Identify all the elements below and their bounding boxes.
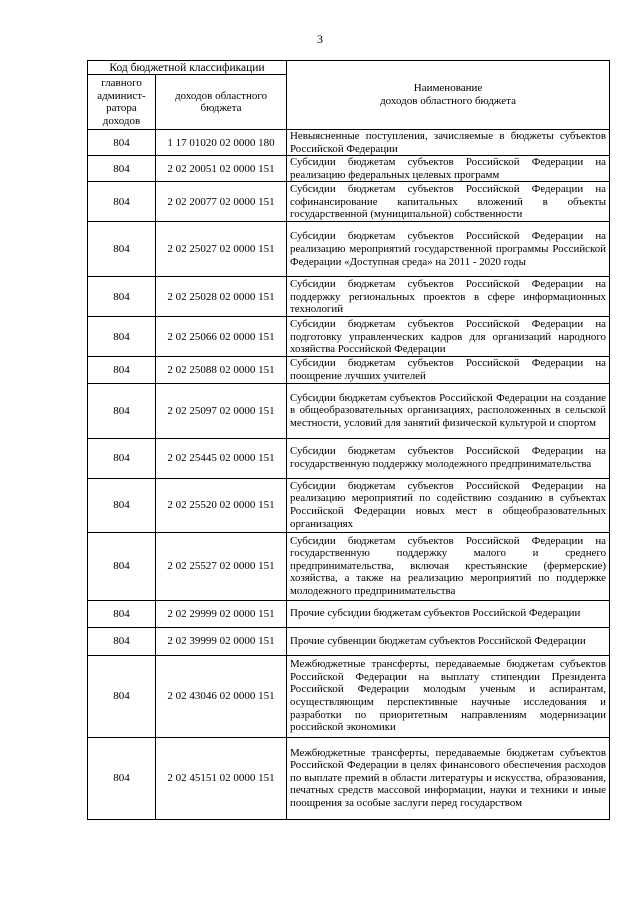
admin-code-cell: 804 — [88, 478, 156, 532]
income-name-cell: Межбюджетные трансферты, передаваемые бюджетам субъектов Российской Федерации на выплату стипендии Президента Российской Федерации молодым ученым и аспирантам, осуществляющим перспективные научные исследования и разработки по приоритетным направлениям модернизации российской экономики — [287, 655, 610, 737]
table-row — [88, 478, 610, 532]
admin-code-cell: 804 — [88, 277, 156, 317]
admin-code-cell: 804 — [88, 357, 156, 383]
income-code-cell: 2 02 25445 02 0000 151 — [156, 438, 287, 478]
income-name-cell: Субсидии бюджетам субъектов Российской Федерации на реализацию федеральных целевых программ — [287, 156, 610, 182]
table-row — [88, 532, 610, 600]
income-code-cell: 2 02 25028 02 0000 151 — [156, 277, 287, 317]
income-name-cell: Субсидии бюджетам субъектов Российской Федерации на поощрение лучших учителей — [287, 357, 610, 383]
income-code-cell: 2 02 25527 02 0000 151 — [156, 532, 287, 600]
income-name-cell: Межбюджетные трансферты, передаваемые бюджетам субъектов Российской Федерации в целях финансового обеспечения расходов по выплате премий в области литературы и искусства, образования, печатных средств массовой информации, науки и техники и иные поощрения за особые заслуги перед государством — [287, 737, 610, 819]
table-row — [88, 383, 610, 438]
name-header-line2: доходов областного бюджета — [380, 95, 516, 107]
admin-code-cell: 804 — [88, 655, 156, 737]
admin-column-header: главного админист-ратора доходов — [88, 75, 156, 130]
table-row — [88, 655, 610, 737]
income-code-cell: 2 02 25066 02 0000 151 — [156, 317, 287, 357]
income-name-cell: Субсидии бюджетам субъектов Российской Федерации на реализацию мероприятий государственной программы Российской Федерации «Доступная среда» на 2011 - 2020 годы — [287, 222, 610, 277]
table-row — [88, 222, 610, 277]
income-code-cell: 2 02 20077 02 0000 151 — [156, 182, 287, 222]
admin-code-cell: 804 — [88, 737, 156, 819]
table-row — [88, 627, 610, 655]
table-row — [88, 130, 610, 156]
income-name-cell: Прочие субсидии бюджетам субъектов Российской Федерации — [287, 600, 610, 627]
income-name-cell: Субсидии бюджетам субъектов Российской Федерации на государственную поддержку молодежного предпринимательства — [287, 438, 610, 478]
admin-code-cell: 804 — [88, 156, 156, 182]
budget-code-group-header: Код бюджетной классификации — [88, 61, 287, 75]
table-row — [88, 737, 610, 819]
name-column-header — [287, 61, 610, 130]
admin-code-cell: 804 — [88, 182, 156, 222]
income-code-cell: 2 02 43046 02 0000 151 — [156, 655, 287, 737]
income-code-cell: 2 02 25520 02 0000 151 — [156, 478, 287, 532]
income-code-cell: 2 02 25027 02 0000 151 — [156, 222, 287, 277]
income-name-cell: Субсидии бюджетам субъектов Российской Федерации на государственную поддержку малого и среднего предпринимательства, включая крестьянские (фермерские) хозяйства, а также на реализацию мероприятий по поддержке молодежного предпринимательства — [287, 532, 610, 600]
admin-code-cell: 804 — [88, 317, 156, 357]
income-name-cell: Прочие субвенции бюджетам субъектов Российской Федерации — [287, 627, 610, 655]
income-name-cell: Субсидии бюджетам субъектов Российской Федерации на реализацию мероприятий по содействию созданию в субъектах Российской Федерации новых мест в общеобразовательных организациях — [287, 478, 610, 532]
income-code-cell: 2 02 45151 02 0000 151 — [156, 737, 287, 819]
admin-code-cell: 804 — [88, 222, 156, 277]
income-code-cell: 2 02 25088 02 0000 151 — [156, 357, 287, 383]
income-name-cell: Субсидии бюджетам субъектов Российской Федерации на подготовку управленческих кадров для организаций народного хозяйства Российской Федерации — [287, 317, 610, 357]
income-code-cell: 2 02 25097 02 0000 151 — [156, 383, 287, 438]
table-row — [88, 277, 610, 317]
table-row — [88, 357, 610, 383]
admin-code-cell: 804 — [88, 438, 156, 478]
name-header-line1: Наименование — [413, 82, 483, 94]
admin-code-cell: 804 — [88, 130, 156, 156]
admin-code-cell: 804 — [88, 383, 156, 438]
income-code-cell: 2 02 29999 02 0000 151 — [156, 600, 287, 627]
table-row — [88, 156, 610, 182]
table-row — [88, 600, 610, 627]
admin-code-cell: 804 — [88, 627, 156, 655]
income-name-cell: Субсидии бюджетам субъектов Российской Федерации на создание в общеобразовательных организациях, расположенных в сельской местности, условий для занятий физической культурой и спортом — [287, 383, 610, 438]
income-code-cell: 2 02 39999 02 0000 151 — [156, 627, 287, 655]
table-row — [88, 182, 610, 222]
budget-classification-table — [87, 60, 610, 820]
admin-code-cell: 804 — [88, 600, 156, 627]
table-row — [88, 317, 610, 357]
income-name-cell: Субсидии бюджетам субъектов Российской Федерации на поддержку региональных проектов в сфере информационных технологий — [287, 277, 610, 317]
code-column-header: доходов областного бюджета — [156, 75, 287, 130]
income-name-cell: Невыясненные поступления, зачисляемые в бюджеты субъектов Российской Федерации — [287, 130, 610, 156]
page-number: 3 — [317, 32, 323, 46]
income-name-cell: Субсидии бюджетам субъектов Российской Федерации на софинансирование капитальных вложений в объекты государственной (муниципальной) собственности — [287, 182, 610, 222]
table-row — [88, 438, 610, 478]
income-code-cell: 2 02 20051 02 0000 151 — [156, 156, 287, 182]
income-code-cell: 1 17 01020 02 0000 180 — [156, 130, 287, 156]
admin-code-cell: 804 — [88, 532, 156, 600]
